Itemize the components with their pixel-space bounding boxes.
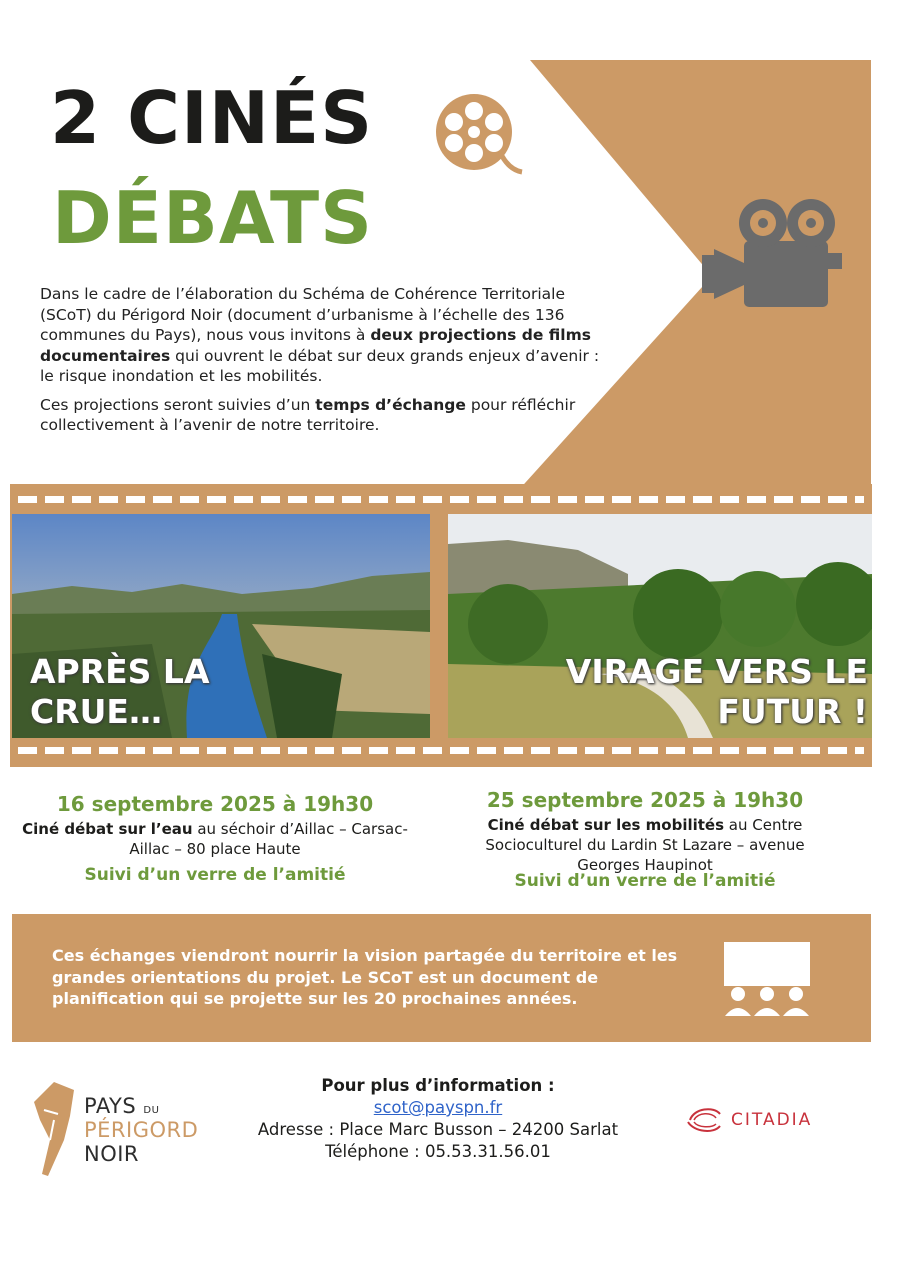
event-2 <box>452 787 838 893</box>
film-perforations-bottom <box>18 747 864 754</box>
cinema-audience-icon <box>720 940 814 1020</box>
pen-nib-logo-icon <box>30 1080 80 1180</box>
movie-projector-icon <box>700 193 845 311</box>
intro-text <box>40 284 610 444</box>
photo-path <box>448 514 872 738</box>
intro-paragraph-1: Dans le cadre de l’élaboration du Schéma de Cohérence Territoriale (SCoT) du Périgord Noir (document d’urbanisme à l’échelle des 136 communes du Pays), nous vous invitons à deux projections de films documentaires qui ouvrent le débat sur deux grands enjeux d’avenir : le risque inondation et les mobilités. <box>40 285 600 385</box>
contact-heading: Pour plus d’information : <box>321 1076 555 1095</box>
intro-paragraph-2: Ces projections seront suivies d’un temps d’échange pour réfléchir collectivement à l’avenir de notre territoire. <box>40 395 576 434</box>
film-reel-icon <box>432 92 524 178</box>
contact-email-link[interactable]: scot@payspn.fr <box>373 1098 503 1117</box>
contact-address: Adresse : Place Marc Busson – 24200 Sarlat <box>257 1120 619 1139</box>
title-line-1: 2 CINÉS <box>50 76 374 160</box>
event-2-description: Ciné débat sur les mobilités au Centre Socioculturel du Lardin St Lazare – avenue Georges Haupinot <box>485 816 805 874</box>
contact-block <box>230 1075 646 1163</box>
citadia-logo-icon <box>684 1104 724 1136</box>
logo-noir-word: NOIR <box>84 1142 140 1166</box>
photo-label-left: APRÈS LA CRUE… <box>30 652 210 731</box>
logo-perigord-word: PÉRIGORD <box>84 1118 199 1142</box>
film-strip <box>10 484 872 767</box>
event-2-date: 25 septembre 2025 à 19h30 <box>486 788 804 812</box>
info-band <box>12 914 871 1042</box>
contact-phone: Téléphone : 05.53.31.56.01 <box>325 1142 551 1161</box>
citadia-logo-text: CITADIA <box>731 1110 813 1130</box>
photo-label-right: VIRAGE VERS LE FUTUR ! <box>565 652 868 731</box>
info-text: Ces échanges viendront nourrir la vision partagée du territoire et les grandes orientations du projet. Le SCoT est un document de planification qui se projette sur les 20 prochaines années. <box>52 946 678 1008</box>
film-perforations-top <box>18 496 864 503</box>
event-1-reception: Suivi d’un verre de l’amitié <box>84 865 346 885</box>
title-line-2: DÉBATS <box>52 176 373 260</box>
logo-pays-word: PAYS DU <box>84 1094 160 1118</box>
event-1-date: 16 septembre 2025 à 19h30 <box>56 792 374 816</box>
event-2-reception: Suivi d’un verre de l’amitié <box>514 871 776 891</box>
photo-river <box>12 514 430 738</box>
event-1-description: Ciné débat sur l’eau au séchoir d’Aillac – Carsac-Aillac – 80 place Haute <box>22 820 408 858</box>
event-1 <box>22 791 408 887</box>
